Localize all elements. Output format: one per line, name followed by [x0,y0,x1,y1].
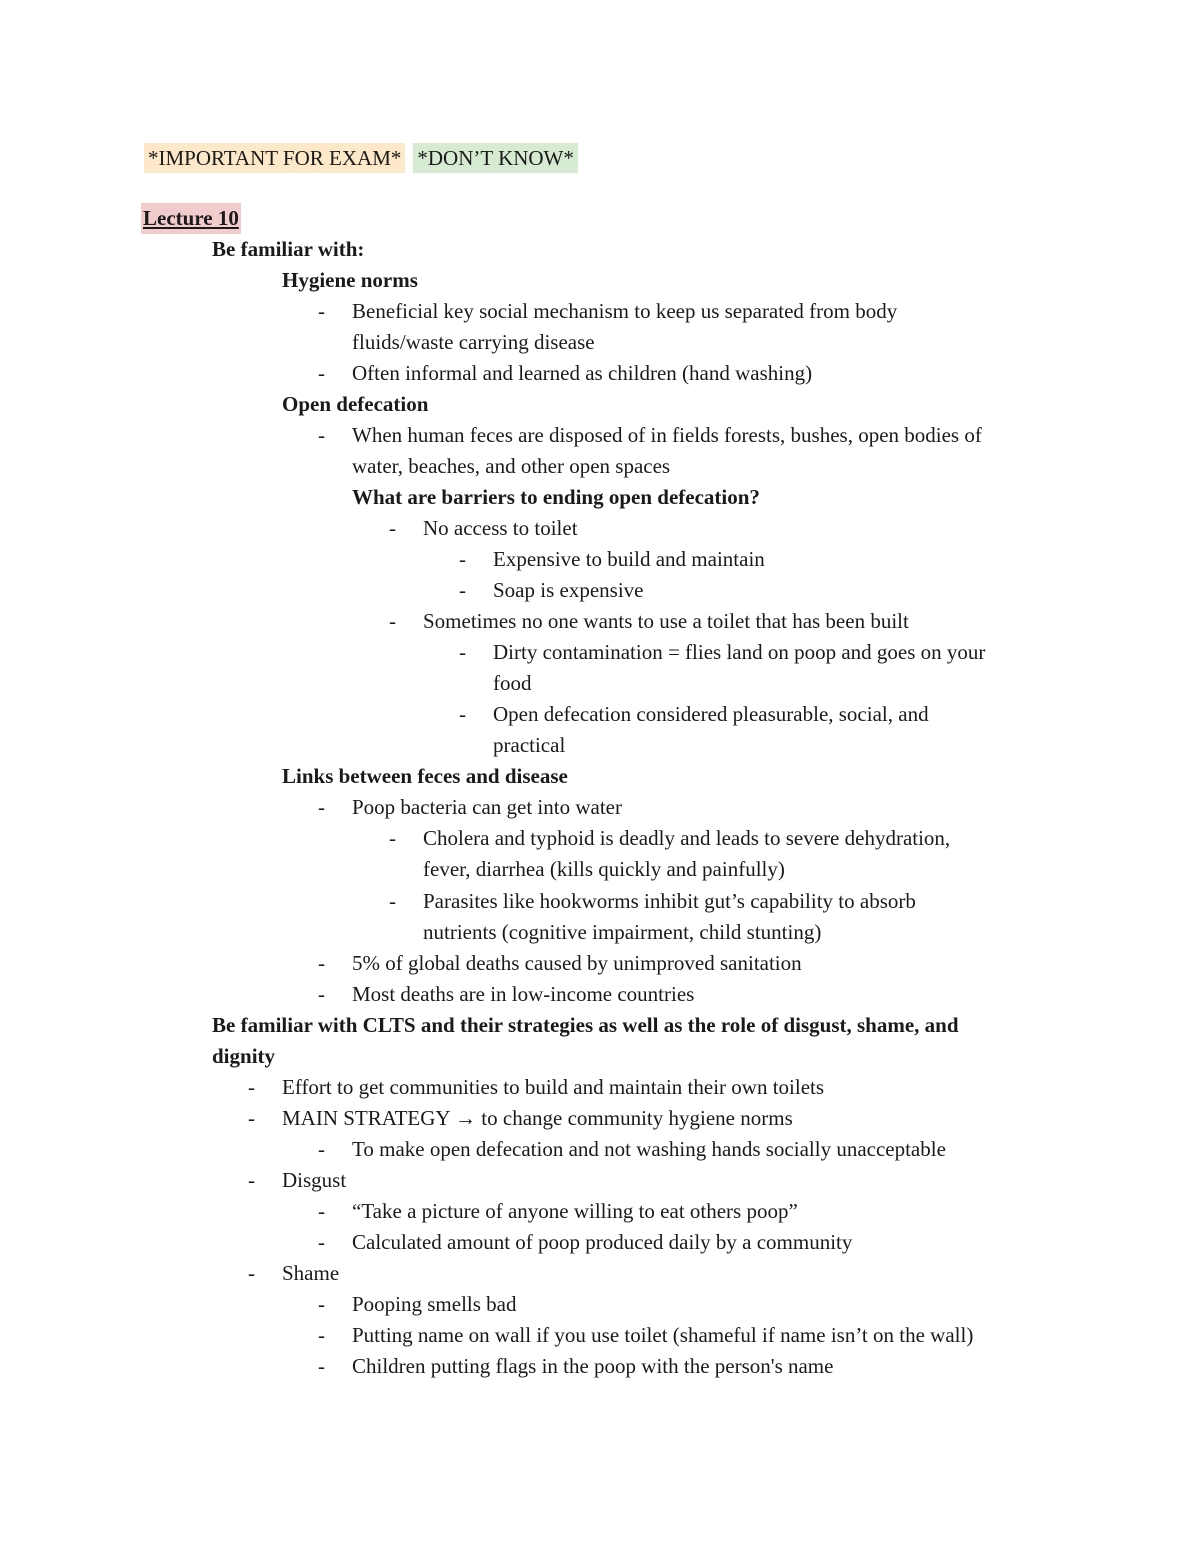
bullet-dash: - [248,1261,255,1285]
hygiene-bullet-1-line-2: fluids/waste carrying disease [352,330,595,354]
disgust-calculated: Calculated amount of poop produced daily by a community [352,1230,853,1254]
lecture-title: Lecture 10 [141,203,241,234]
open-defecation-bullet-line-1: When human feces are disposed of in fields forests, bushes, open bodies of [352,423,982,447]
shame-children-flags: Children putting flags in the poop with the person's name [352,1354,834,1378]
clts-main-strategy: MAIN STRATEGY → to change community hygiene norms [282,1106,793,1130]
clts-shame: Shame [282,1261,340,1285]
bullet-dash: - [389,609,396,633]
bullet-dash: - [459,578,466,602]
open-defecation-heading: Open defecation [282,392,429,416]
shame-smells: Pooping smells bad [352,1292,517,1316]
barrier-no-access: No access to toilet [423,516,578,540]
links-cholera-line-2: fever, diarrhea (kills quickly and painfully) [423,857,785,881]
bullet-dash: - [389,516,396,540]
important-tag: *IMPORTANT FOR EXAM* [144,143,405,173]
links-bacteria: Poop bacteria can get into water [352,795,622,819]
links-parasites-line-2: nutrients (cognitive impairment, child stunting) [423,920,822,944]
clts-heading-line-1: Be familiar with CLTS and their strategies as well as the role of disgust, shame, and [212,1013,959,1037]
links-heading: Links between feces and disease [282,764,568,788]
barrier-soap: Soap is expensive [493,578,644,602]
section-heading-familiar: Be familiar with: [212,237,365,261]
clts-effort: Effort to get communities to build and maintain their own toilets [282,1075,825,1099]
bullet-dash: - [248,1075,255,1099]
barrier-dirty-line-2: food [493,671,532,695]
bullet-dash: - [248,1168,255,1192]
links-five-percent: 5% of global deaths caused by unimproved sanitation [352,951,802,975]
links-parasites-line-1: Parasites like hookworms inhibit gut’s capability to absorb [423,889,916,913]
barrier-pleasurable-line-1: Open defecation considered pleasurable, social, and [493,702,929,726]
barrier-pleasurable-line-2: practical [493,733,566,757]
hygiene-norms-heading: Hygiene norms [282,268,418,292]
bullet-dash: - [318,1230,325,1254]
bullet-dash: - [459,702,466,726]
hygiene-bullet-1-line-1: Beneficial key social mechanism to keep us separated from body [352,299,898,323]
bullet-dash: - [318,423,325,447]
clts-heading-line-2: dignity [212,1044,276,1068]
bullet-dash: - [318,951,325,975]
clts-to-make: To make open defecation and not washing hands socially unacceptable [352,1137,946,1161]
barriers-heading: What are barriers to ending open defecation? [352,485,760,509]
bullet-dash: - [318,1137,325,1161]
hygiene-bullet-2: Often informal and learned as children (hand washing) [352,361,813,385]
bullet-dash: - [248,1106,255,1130]
dont-know-tag: *DON’T KNOW* [413,143,578,173]
links-cholera-line-1: Cholera and typhoid is deadly and leads to severe dehydration, [423,826,951,850]
barrier-dirty-line-1: Dirty contamination = flies land on poop and goes on your [493,640,986,664]
bullet-dash: - [318,299,325,323]
bullet-dash: - [459,640,466,664]
bullet-dash: - [318,795,325,819]
bullet-dash: - [318,982,325,1006]
open-defecation-bullet-line-2: water, beaches, and other open spaces [352,454,671,478]
bullet-dash: - [389,826,396,850]
disgust-picture: “Take a picture of anyone willing to eat others poop” [352,1199,798,1223]
barrier-expensive: Expensive to build and maintain [493,547,765,571]
bullet-dash: - [318,1323,325,1347]
bullet-dash: - [318,1292,325,1316]
clts-disgust: Disgust [282,1168,347,1192]
shame-putting-name: Putting name on wall if you use toilet (shameful if name isn’t on the wall) [352,1323,974,1347]
bullet-dash: - [318,1354,325,1378]
bullet-dash: - [318,1199,325,1223]
bullet-dash: - [459,547,466,571]
links-low-income: Most deaths are in low-income countries [352,982,695,1006]
legend [144,143,578,173]
bullet-dash: - [389,889,396,913]
barrier-no-one: Sometimes no one wants to use a toilet that has been built [423,609,909,633]
bullet-dash: - [318,361,325,385]
